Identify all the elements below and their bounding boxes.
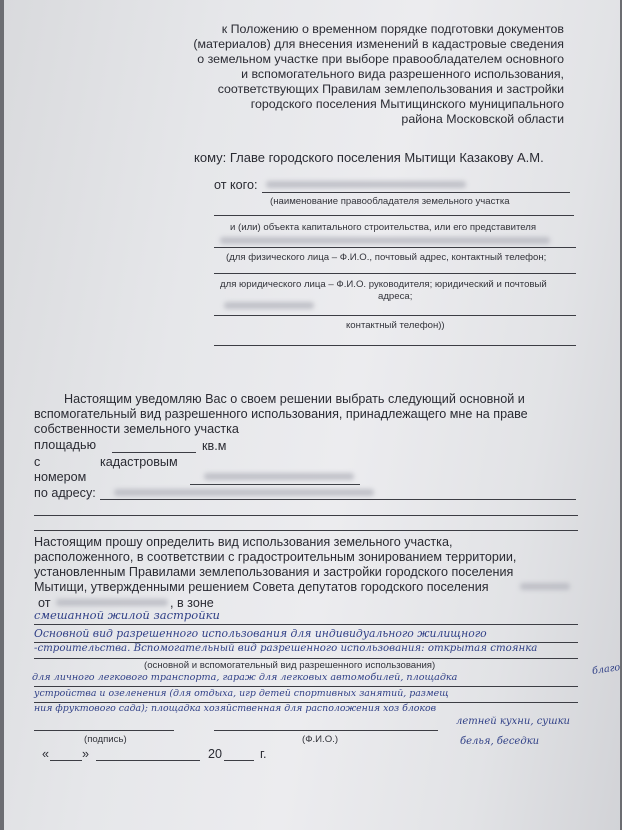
zone-label: , в зоне	[170, 596, 214, 610]
month-field	[96, 760, 200, 761]
form-line	[214, 273, 576, 274]
header-line: и вспомогательного вида разрешенного использования,	[241, 67, 564, 81]
form-line	[214, 315, 576, 316]
addressee-to: кому: Главе городского поселения Мытищи Казакову А.М.	[194, 150, 544, 165]
handwritten-use-4: устройства и озеленения (для отдыха, игр детей спортивных занятий, размещ	[34, 688, 449, 699]
fio-label: (Ф.И.О.)	[302, 734, 339, 745]
signature-label: (подпись)	[84, 734, 127, 745]
hint-address: адреса;	[378, 291, 413, 302]
notice-line: Настоящим уведомляю Вас о своем решении выбрать следующий основной и	[64, 392, 525, 406]
form-line	[214, 247, 576, 248]
address-field	[100, 499, 576, 500]
area-label: площадью	[34, 438, 97, 452]
request-line: расположенного, в соответствии с градостроительным зонированием территории,	[34, 550, 517, 564]
request-line: Настоящим прошу определить вид использования земельного участка,	[34, 535, 453, 549]
hint-legal: для юридического лица – Ф.И.О. руководителя; юридический и почтовый	[220, 279, 547, 290]
handwritten-use-1: Основной вид разрешенного использования для индивидуального жилищного	[34, 627, 487, 640]
day-field	[50, 760, 82, 761]
caption-use: (основной и вспомогательный вид разрешенного использования)	[144, 660, 436, 671]
handwritten-zone: смешанной жилой застройки	[34, 608, 220, 622]
hint-object: и (или) объекта капитального строительства, или его представителя	[230, 222, 537, 233]
header-line: к Положению о временном порядке подготовки документов	[221, 22, 564, 36]
use-field-3	[34, 686, 578, 687]
document-page	[4, 0, 620, 830]
zone-field	[34, 624, 578, 625]
header-line: (материалов) для внесения изменений в кадастровые сведения	[193, 37, 564, 51]
notice-line: вспомогательный вид разрешенного использования, принадлежащего мне на праве	[34, 407, 528, 421]
use-field-2	[34, 658, 578, 659]
hint-person: (для физического лица – Ф.И.О., почтовый адрес, контактный телефон;	[226, 252, 547, 263]
request-line: установленным Правилами землепользования и застройки городского поселения	[34, 565, 514, 579]
handwritten-use-6: летней кухни, сушки	[456, 716, 570, 727]
redacted-decision	[520, 583, 570, 590]
request-line: Мытищи, утвержденными решением Совета депутатов городского поселения	[34, 580, 489, 594]
year-field	[224, 760, 254, 761]
header-line: соответствующих Правилам землепользования и застройки	[217, 82, 564, 96]
redacted-cadastral	[204, 473, 354, 480]
address-field-2	[34, 515, 578, 516]
hint-phone: контактный телефон))	[346, 320, 445, 331]
date-close-quote: »	[82, 747, 90, 761]
redacted-date	[56, 599, 168, 606]
header-line: о земельном участке при выборе правообладателем основного	[197, 52, 564, 66]
year-suffix: г.	[260, 747, 267, 761]
cadastral-label: кадастровым	[100, 455, 178, 469]
cadastral-field	[190, 484, 360, 485]
handwritten-use-7: белья, беседки	[460, 736, 540, 747]
handwritten-use-5: ния фруктового сада); площадка хозяйственная для расположения хоз блоков	[34, 703, 437, 714]
header-line: городского поселения Мытищинского муниципального	[250, 97, 564, 111]
notice-line: собственности земельного участка	[34, 422, 239, 436]
from-line	[262, 192, 570, 193]
redacted-phone	[224, 302, 314, 309]
with-label: с	[34, 455, 41, 469]
form-line	[214, 215, 574, 216]
signature-field	[34, 730, 174, 731]
year-prefix: 20	[208, 747, 223, 761]
area-unit: кв.м	[202, 439, 227, 453]
number-label: номером	[34, 470, 87, 484]
form-line	[214, 345, 576, 346]
area-field	[112, 452, 196, 453]
from-label: от кого:	[214, 178, 258, 192]
hint-owner: (наименование правообладателя земельного участка	[270, 196, 510, 207]
handwritten-use-2: -строительства. Вспомогательный вид разрешенного использования: открытая стоянка	[34, 643, 538, 654]
redacted-name	[266, 181, 466, 188]
form-line	[34, 530, 578, 531]
fio-field	[214, 730, 438, 731]
redacted-address	[220, 237, 550, 244]
header-line: района Московской области	[401, 112, 564, 126]
handwritten-use-3: для личного легкового транспорта, гараж для легковых автомобилей, площадка	[32, 672, 458, 683]
address-label: по адресу:	[34, 486, 96, 500]
redacted-plot-address	[114, 489, 374, 496]
handwritten-use-3b: благо	[591, 662, 621, 677]
date-open-quote: «	[42, 747, 50, 761]
request-from-label: от	[38, 596, 51, 610]
